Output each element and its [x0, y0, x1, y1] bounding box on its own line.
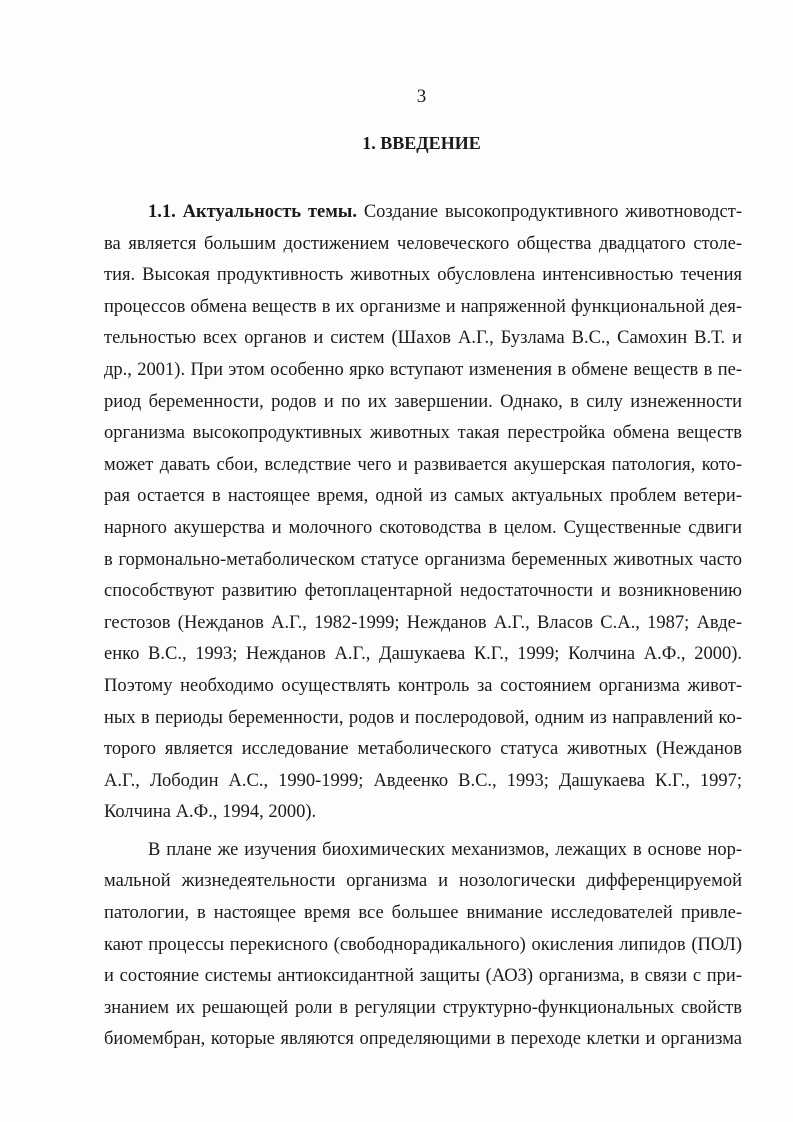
text-line: процессов обмена веществ в их организме и напряженной функциональной дея- [104, 296, 742, 317]
text-line: может давать сбои, вследствие чего и развивается акушерская патология, кото- [104, 454, 742, 475]
text-line: рая остается в настоящее время, одной из самых актуальных проблем ветери- [104, 486, 742, 507]
text-line: биомембран, которые являются определяющими в переходе клетки и организма [104, 1029, 742, 1050]
text-line: Поэтому необходимо осуществлять контроль за состоянием организма живот- [104, 675, 742, 696]
chapter-title: 1. ВВЕДЕНИЕ [362, 133, 481, 153]
text-line: тия. Высокая продуктивность животных обусловлена интенсивностью течения [104, 265, 742, 286]
text-line: патологии, в настоящее время все большее внимание исследователей привле- [104, 903, 742, 924]
text-line: др., 2001). При этом особенно ярко вступают изменения в обмене веществ в пе- [104, 359, 742, 380]
text-line: и состояние системы антиоксидантной защиты (АОЗ) организма, в связи с при- [104, 966, 742, 987]
body-text [104, 197, 742, 1056]
text-line: Колчина А.Ф., 1994, 2000). [104, 802, 317, 823]
text-line-content: Создание высокопродуктивного животноводст- [356, 202, 743, 222]
text-line: енко B.C., 1993; Нежданов А.Г., Дашукаева К.Г., 1999; Колчина А.Ф., 2000). [104, 644, 742, 665]
section-heading: 1.1. Актуальность темы. [148, 202, 357, 222]
text-line: способствуют развитию фетоплацентарной недостаточности и возникновению [104, 581, 742, 602]
text-line: тельностью всех органов и систем (Шахов А.Г., Бузлама B.C., Самохин В.Т. и [104, 328, 742, 349]
text-line: торого является исследование метаболического статуса животных (Нежданов [104, 739, 742, 760]
text-line: кают процессы перекисного (свободнорадикального) окисления липидов (ПОЛ) [104, 934, 742, 955]
text-line: в гормонально-метаболическом статусе организма беременных животных часто [104, 549, 742, 570]
text-line: гестозов (Нежданов А.Г., 1982-1999; Нежданов А.Г., Власов С.А., 1987; Авде- [104, 612, 742, 633]
text-line: нарного акушерства и молочного скотоводства в целом. Существенные сдвиги [104, 517, 742, 538]
text-line: А.Г., Лободин А.С., 1990-1999; Авдеенко B.C., 1993; Дашукаева К.Г., 1997; [104, 770, 742, 791]
text-line: организма высокопродуктивных животных такая перестройка обмена веществ [104, 423, 742, 444]
text-line: знанием их решающей роли в регуляции структурно-функциональных свойств [104, 997, 742, 1018]
page-number: 3 [416, 86, 427, 107]
text-line: мальной жизнедеятельности организма и нозологически дифференцируемой [104, 871, 742, 892]
text-line: В плане же изучения биохимических механизмов, лежащих в основе нор- [148, 839, 742, 860]
text-line [104, 197, 742, 229]
text-line: ных в периоды беременности, родов и послеродовой, одним из направлений ко- [104, 707, 742, 728]
text-line: риод беременности, родов и по их завершении. Однако, в силу изнеженности [104, 391, 742, 412]
text-line: ва является большим достижением человеческого общества двадцатого столе- [104, 233, 742, 254]
